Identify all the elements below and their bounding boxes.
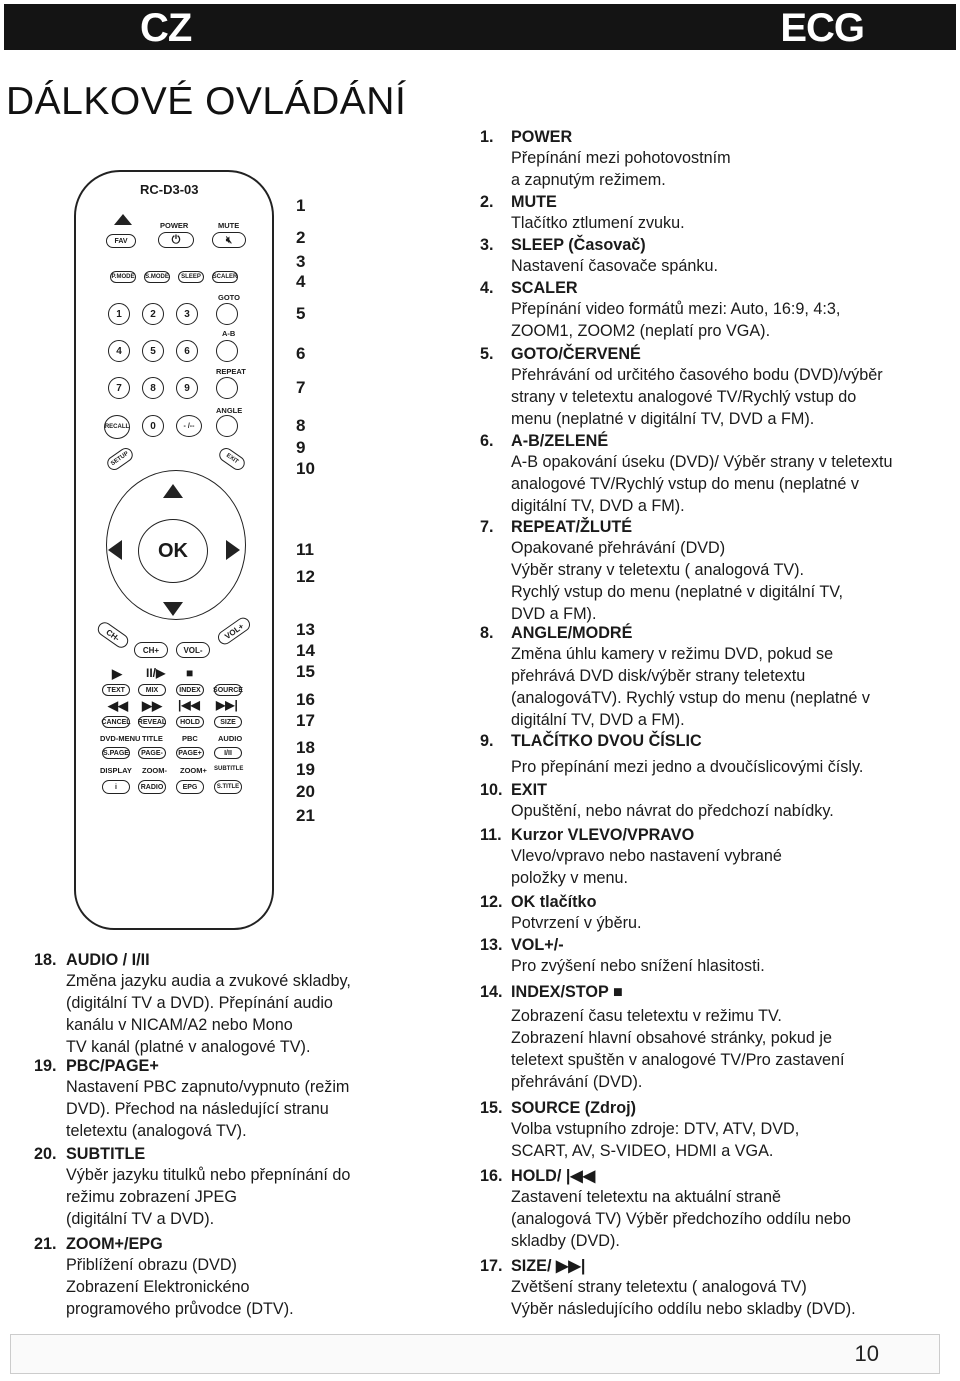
item-line: Volba vstupního zdroje: DTV, ATV, DVD,: [511, 1120, 800, 1138]
digit-5-button: 5: [142, 340, 164, 362]
callout-number: 20: [296, 782, 315, 801]
item-number: 8.: [480, 624, 494, 642]
item-heading: Kurzor VLEVO/VPRAVO: [511, 826, 695, 844]
repeat-label: REPEAT: [216, 367, 246, 376]
item-line: digitální TV, DVD a FM).: [511, 497, 685, 515]
item-line: DVD). Přechod na následující stranu: [66, 1100, 329, 1118]
item-line: přehrávání (DVD).: [511, 1073, 643, 1091]
item-line: Opuštění, nebo návrat do předchozí nabídky.: [511, 802, 834, 820]
digit-2-button: 2: [142, 303, 164, 325]
callout-number: 3: [296, 252, 306, 271]
item-heading: PBC/PAGE+: [66, 1057, 159, 1075]
callout-number: 1: [296, 196, 306, 215]
digit-1-button: 1: [108, 303, 130, 325]
item-line: Změna jazyku audia a zvukové skladby,: [66, 972, 351, 990]
item-heading: REPEAT/ŽLUTÉ: [511, 518, 633, 536]
ok-button: OK: [138, 519, 208, 583]
smode-button: S.MODE: [144, 271, 170, 283]
callout-number: 9: [296, 438, 306, 457]
item-number: 21.: [34, 1235, 57, 1253]
item-number: 11.: [480, 826, 502, 844]
item-line: Přehrávání od určitého časového bodu (DVD)/výběr: [511, 366, 883, 384]
item-line: ZOOM1, ZOOM2 (neplatí pro VGA).: [511, 322, 771, 340]
ch-plus-button: CH+: [134, 642, 168, 658]
item-line: teletext spuštěn v analogové TV/Pro zastavení: [511, 1051, 845, 1069]
pbc-label: PBC: [182, 734, 198, 743]
reveal-button: REVEAL: [138, 716, 166, 728]
item-line: Výběr jazyku titulků nebo přepnínání do: [66, 1166, 351, 1184]
item-heading: GOTO/ČERVENÉ: [511, 345, 641, 363]
item-number: 20.: [34, 1145, 57, 1163]
item-line: menu (neplatné v digitální TV, DVD a FM).: [511, 410, 815, 428]
item-number: 18.: [34, 951, 57, 969]
down-arrow-icon: [163, 602, 183, 616]
item-heading: OK tlačítko: [511, 893, 597, 911]
angle-button: [216, 415, 238, 437]
item-line: Rychlý vstup do menu (neplatné v digitální TV,: [511, 583, 844, 601]
audio-label: AUDIO: [218, 734, 243, 743]
item-number: 13.: [480, 936, 503, 954]
item-number: 4.: [480, 279, 494, 297]
item-line: Opakované přehrávání (DVD): [511, 539, 726, 557]
digit-9-button: 9: [176, 377, 198, 399]
item-number: 15.: [480, 1099, 503, 1117]
header-bar: [4, 4, 956, 50]
item-line: Potvrzení v ýběru.: [511, 914, 642, 932]
callout-number: 19: [296, 760, 315, 779]
language-code: CZ: [140, 6, 192, 50]
callout-number: 15: [296, 662, 315, 681]
digit-6-button: 6: [176, 340, 198, 362]
item-line: analogové TV/Rychlý vstup do menu (neplatné v: [511, 475, 859, 493]
item-line: Vlevo/vpravo nebo nastavení vybrané: [511, 847, 782, 865]
repeat-button: [216, 377, 238, 399]
callout-number: 17: [296, 711, 315, 730]
item-heading: SIZE/ ▶▶|: [511, 1257, 586, 1275]
audio-button: I/II: [214, 747, 242, 759]
item-line: Zastavení teletextu na aktuální straně: [511, 1188, 781, 1206]
page-number: 10: [854, 1341, 879, 1366]
mix-button: MIX: [138, 684, 166, 696]
sleep-button: SLEEP: [178, 271, 204, 283]
callout-number: 7: [296, 378, 306, 397]
item-heading: ANGLE/MODRÉ: [511, 624, 633, 642]
previous-icon: |◀◀: [178, 698, 200, 712]
callout-number: 16: [296, 690, 315, 709]
display-label: DISPLAY: [100, 766, 132, 775]
item-line: Nastavení PBC zapnuto/vypnuto (režim: [66, 1078, 350, 1096]
page-title: DÁLKOVÉ OVLÁDÁNÍ: [6, 80, 407, 123]
hold-button: HOLD: [176, 716, 204, 728]
page-minus-button: PAGE-: [138, 747, 166, 759]
item-heading: INDEX/STOP ■: [511, 983, 623, 1001]
item-number: 17.: [480, 1257, 503, 1275]
item-line: TV kanál (platné v analogové TV).: [66, 1038, 311, 1056]
item-line: skladby (DVD).: [511, 1232, 620, 1250]
item-line: DVD a FM).: [511, 605, 597, 623]
item-line: Přepínání mezi pohotovostním: [511, 149, 731, 167]
item-number: 9.: [480, 732, 494, 750]
callout-number: 18: [296, 738, 315, 757]
item-heading: TLAČÍTKO DVOU ČÍSLIC: [511, 732, 702, 750]
cancel-button: CANCEL: [102, 716, 130, 728]
item-heading: ZOOM+/EPG: [66, 1235, 163, 1253]
item-line: Zobrazení hlavní obsahové stránky, pokud je: [511, 1029, 832, 1047]
brand-logo: ECG: [780, 6, 864, 50]
zoom-plus-label: ZOOM+: [180, 766, 207, 775]
digit-3-button: 3: [176, 303, 198, 325]
item-heading: HOLD/ |◀◀: [511, 1167, 596, 1185]
goto-label: GOTO: [218, 293, 240, 302]
fav-button: FAV: [106, 234, 136, 248]
item-number: 14.: [480, 983, 503, 1001]
recall-button: RECALL: [104, 415, 130, 439]
item-line: (analogováTV). Rychlý vstup do menu (neplatné v: [511, 689, 871, 707]
angle-label: ANGLE: [216, 406, 243, 415]
item-line: Zobrazení času teletextu v režimu TV.: [511, 1007, 782, 1025]
item-heading: SCALER: [511, 279, 578, 297]
item-heading: POWER: [511, 128, 573, 146]
item-line: digitální TV, DVD a FM).: [511, 711, 685, 729]
item-heading: VOL+/-: [511, 936, 564, 954]
item-number: 10.: [480, 781, 503, 799]
size-button: SIZE: [214, 716, 242, 728]
digit-8-button: 8: [142, 377, 164, 399]
callout-number: 8: [296, 416, 306, 435]
rewind-icon: ◀◀: [108, 698, 128, 713]
remote-model: RC-D3-03: [140, 182, 199, 197]
power-icon: ⏻: [158, 232, 194, 248]
item-heading: MUTE: [511, 193, 557, 211]
callout-number: 11: [296, 540, 314, 559]
callout-number: 6: [296, 344, 306, 363]
callout-number: 4: [296, 272, 306, 291]
item-line: Výběr následujícího oddílu nebo skladby (DVD).: [511, 1300, 856, 1318]
item-number: 2.: [480, 193, 494, 211]
item-heading: SLEEP (Časovač): [511, 236, 646, 254]
setup-button: SETUP: [105, 445, 136, 473]
item-line: Pro zvýšení nebo snížení hlasitosti.: [511, 957, 765, 975]
vol-plus-button: VOL+: [215, 615, 253, 647]
item-number: 19.: [34, 1057, 57, 1075]
item-line: programového průvodce (DTV).: [66, 1300, 294, 1318]
remote-control-illustration: [74, 170, 274, 930]
callout-number: 13: [296, 620, 315, 639]
source-button: SOURCE: [214, 684, 242, 696]
item-heading: AUDIO / I/II: [66, 951, 150, 969]
next-icon: ▶▶|: [216, 698, 238, 712]
callout-number: 2: [296, 228, 306, 247]
item-line: SCART, AV, S-VIDEO, HDMI a VGA.: [511, 1142, 774, 1160]
index-button: INDEX: [176, 684, 204, 696]
item-line: Tlačítko ztlumení zvuku.: [511, 214, 685, 232]
item-number: 5.: [480, 345, 494, 363]
item-line: a zapnutým režimem.: [511, 171, 666, 189]
item-heading: A-B/ZELENÉ: [511, 432, 609, 450]
fast-forward-icon: ▶▶: [142, 698, 162, 713]
item-line: položky v menu.: [511, 869, 628, 887]
item-line: Výběr strany v teletextu ( analogová TV).: [511, 561, 805, 579]
callout-number: 5: [296, 304, 306, 323]
item-line: Zobrazení Elektronickéno: [66, 1278, 250, 1296]
item-line: (analogová TV) Výběr předchozího oddílu nebo: [511, 1210, 851, 1228]
subtitle-label: SUBTITLE: [214, 766, 244, 772]
spage-button: S.PAGE: [102, 747, 130, 759]
item-number: 7.: [480, 518, 494, 536]
up-arrow-icon: [163, 484, 183, 498]
item-line: režimu zobrazení JPEG: [66, 1188, 237, 1206]
item-line: A-B opakování úseku (DVD)/ Výběr strany v teletextu: [511, 453, 893, 471]
callout-number: 12: [296, 567, 315, 586]
exit-button: EXIT: [217, 445, 248, 473]
title-label: TITLE: [142, 734, 163, 743]
item-heading: SUBTITLE: [66, 1145, 146, 1163]
item-line: Pro přepínání mezi jedno a dvoučíslicovými čísly.: [511, 758, 864, 776]
zoom-minus-label: ZOOM-: [142, 766, 167, 775]
radio-button: RADIO: [138, 780, 166, 794]
play-icon: ▶: [112, 666, 122, 681]
item-line: (digitální TV a DVD).: [66, 1210, 215, 1228]
item-line: kanálu v NICAM/A2 nebo Mono: [66, 1016, 293, 1034]
stop-icon: ■: [186, 666, 194, 680]
epg-button: EPG: [176, 780, 204, 794]
digit-0-button: 0: [142, 415, 164, 437]
item-line: Přiblížení obrazu (DVD): [66, 1256, 237, 1274]
ab-button: [216, 340, 238, 362]
item-line: Nastavení časovače spánku.: [511, 257, 718, 275]
dash-button: - /--: [176, 415, 202, 437]
ch-minus-button: CH-: [95, 620, 131, 651]
right-arrow-icon: [226, 540, 240, 560]
digit-4-button: 4: [108, 340, 130, 362]
power-label: POWER: [160, 221, 189, 230]
callout-number: 10: [296, 459, 315, 478]
page-plus-button: PAGE+: [176, 747, 204, 759]
item-line: Zvětšení strany teletextu ( analogová TV): [511, 1278, 807, 1296]
left-arrow-icon: [108, 540, 122, 560]
digit-7-button: 7: [108, 377, 130, 399]
item-line: strany v teletextu analogové TV/Rychlý vstup do: [511, 388, 857, 406]
item-number: 16.: [480, 1167, 503, 1185]
goto-button: [216, 303, 238, 325]
scaler-button: SCALER: [212, 271, 238, 283]
page-footer: [10, 1334, 940, 1374]
item-line: (digitální TV a DVD). Přepínání audio: [66, 994, 333, 1012]
item-line: teletextu (analogová TV).: [66, 1122, 247, 1140]
callout-number: 14: [296, 641, 315, 660]
item-heading: EXIT: [511, 781, 547, 799]
info-button: i: [102, 780, 130, 794]
item-number: 3.: [480, 236, 494, 254]
play-pause-icon: II/▶: [146, 666, 166, 680]
eject-icon: [114, 214, 132, 225]
item-number: 6.: [480, 432, 494, 450]
item-number: 1.: [480, 128, 494, 146]
item-line: Změna úhlu kamery v režimu DVD, pokud se: [511, 645, 834, 663]
ab-label: A-B: [222, 329, 236, 338]
mute-icon: 🔇︎: [212, 232, 246, 248]
item-line: přehrává DVD disk/výběr strany teletextu: [511, 667, 806, 685]
item-line: Přepínání video formátů mezi: Auto, 16:9, 4:3,: [511, 300, 841, 318]
text-button: TEXT: [102, 684, 130, 696]
vol-minus-button: VOL-: [176, 642, 210, 658]
item-number: 12.: [480, 893, 503, 911]
subtitle-button: S.TITLE: [214, 780, 242, 794]
mute-label: MUTE: [218, 221, 240, 230]
callout-number: 21: [296, 806, 315, 825]
item-heading: SOURCE (Zdroj): [511, 1099, 636, 1117]
dvd-menu-label: DVD-MENU: [100, 734, 141, 743]
pmode-button: P.MODE: [110, 271, 136, 283]
